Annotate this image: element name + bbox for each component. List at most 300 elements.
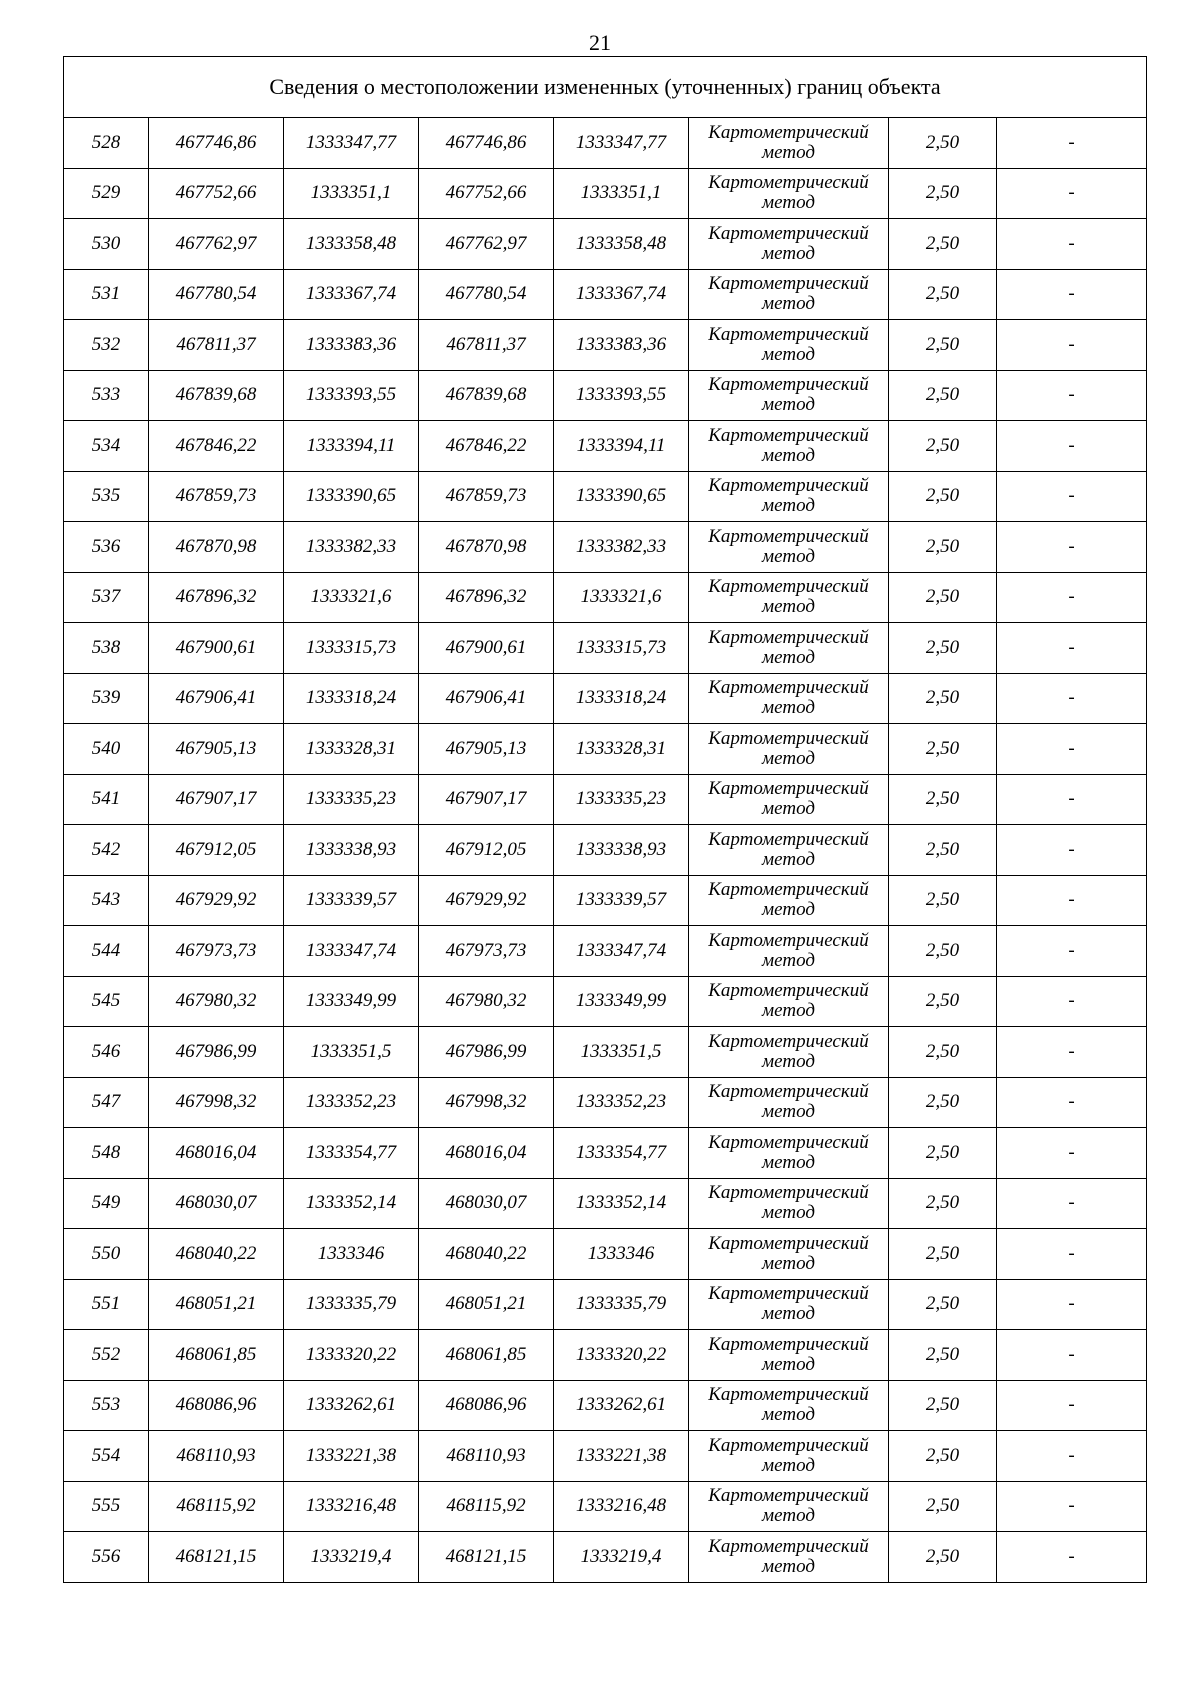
refined-x-cell: 468115,92 [419,1481,554,1532]
existing-y-cell: 1333219,4 [284,1532,419,1583]
refined-x-cell: 468086,96 [419,1380,554,1431]
method-line1: Картометрический [708,1434,869,1456]
method-line1: Картометрический [708,475,869,497]
table-row [64,370,1147,421]
method-line1: Картометрический [708,323,869,345]
refined-y-cell: 1333393,55 [554,370,689,421]
note-cell: - [997,1431,1147,1482]
precision-cell: 2,50 [889,219,997,270]
table-row [64,724,1147,775]
point-number-cell: 528 [64,118,149,169]
refined-x-cell: 467906,41 [419,673,554,724]
existing-y-cell: 1333318,24 [284,673,419,724]
existing-y-cell: 1333339,57 [284,875,419,926]
refined-x-cell: 468016,04 [419,1128,554,1179]
point-number-cell: 541 [64,774,149,825]
table-row [64,825,1147,876]
refined-y-cell: 1333351,5 [554,1027,689,1078]
method-line1: Картометрический [708,980,869,1002]
existing-y-cell: 1333390,65 [284,471,419,522]
method-cell [689,976,889,1027]
method-cell [689,1077,889,1128]
refined-x-cell: 467746,86 [419,118,554,169]
refined-y-cell: 1333335,79 [554,1279,689,1330]
method-cell [689,1330,889,1381]
note-cell: - [997,219,1147,270]
table-row [64,1128,1147,1179]
table-row [64,623,1147,674]
method-line2: метод [762,394,815,416]
method-line2: метод [762,242,815,264]
refined-x-cell: 467859,73 [419,471,554,522]
existing-x-cell: 467839,68 [149,370,284,421]
point-number-cell: 542 [64,825,149,876]
note-cell: - [997,1128,1147,1179]
table-row [64,976,1147,1027]
refined-x-cell: 467929,92 [419,875,554,926]
point-number-cell: 545 [64,976,149,1027]
existing-y-cell: 1333351,1 [284,168,419,219]
existing-x-cell: 467870,98 [149,522,284,573]
table-row [64,471,1147,522]
point-number-cell: 539 [64,673,149,724]
existing-x-cell: 467746,86 [149,118,284,169]
table-row [64,1380,1147,1431]
existing-x-cell: 468051,21 [149,1279,284,1330]
method-line1: Картометрический [708,525,869,547]
table-row [64,1229,1147,1280]
note-cell: - [997,1229,1147,1280]
method-line2: метод [762,1151,815,1173]
refined-x-cell: 467973,73 [419,926,554,977]
refined-x-cell: 467907,17 [419,774,554,825]
existing-y-cell: 1333262,61 [284,1380,419,1431]
existing-y-cell: 1333393,55 [284,370,419,421]
refined-y-cell: 1333347,74 [554,926,689,977]
point-number-cell: 553 [64,1380,149,1431]
existing-y-cell: 1333328,31 [284,724,419,775]
refined-x-cell: 467846,22 [419,421,554,472]
precision-cell: 2,50 [889,1027,997,1078]
precision-cell: 2,50 [889,471,997,522]
refined-y-cell: 1333338,93 [554,825,689,876]
point-number-cell: 532 [64,320,149,371]
method-line1: Картометрический [708,273,869,295]
method-line1: Картометрический [708,1384,869,1406]
method-cell [689,623,889,674]
method-line1: Картометрический [708,1283,869,1305]
refined-y-cell: 1333318,24 [554,673,689,724]
table-row [64,219,1147,270]
note-cell: - [997,1330,1147,1381]
precision-cell: 2,50 [889,118,997,169]
existing-y-cell: 1333347,77 [284,118,419,169]
method-line2: метод [762,495,815,517]
point-number-cell: 529 [64,168,149,219]
method-cell [689,875,889,926]
refined-x-cell: 467780,54 [419,269,554,320]
table-row [64,421,1147,472]
table-row [64,774,1147,825]
method-cell [689,219,889,270]
method-line1: Картометрический [708,222,869,244]
method-line2: метод [762,343,815,365]
precision-cell: 2,50 [889,168,997,219]
precision-cell: 2,50 [889,421,997,472]
method-line2: метод [762,141,815,163]
method-line1: Картометрический [708,1030,869,1052]
note-cell: - [997,1481,1147,1532]
existing-x-cell: 468110,93 [149,1431,284,1482]
point-number-cell: 533 [64,370,149,421]
precision-cell: 2,50 [889,1128,997,1179]
method-line1: Картометрический [708,374,869,396]
method-cell [689,1532,889,1583]
existing-x-cell: 467906,41 [149,673,284,724]
method-line2: метод [762,1353,815,1375]
method-line2: метод [762,192,815,214]
existing-x-cell: 468086,96 [149,1380,284,1431]
precision-cell: 2,50 [889,976,997,1027]
precision-cell: 2,50 [889,1279,997,1330]
note-cell: - [997,825,1147,876]
method-cell [689,1481,889,1532]
table-caption: Сведения о местоположении измененных (уточненных) границ объекта [64,57,1147,118]
table-row [64,118,1147,169]
note-cell: - [997,471,1147,522]
existing-x-cell: 467973,73 [149,926,284,977]
point-number-cell: 550 [64,1229,149,1280]
precision-cell: 2,50 [889,825,997,876]
existing-y-cell: 1333352,23 [284,1077,419,1128]
existing-x-cell: 467998,32 [149,1077,284,1128]
method-line2: метод [762,747,815,769]
refined-x-cell: 467896,32 [419,572,554,623]
method-line1: Картометрический [708,424,869,446]
point-number-cell: 540 [64,724,149,775]
existing-y-cell: 1333347,74 [284,926,419,977]
refined-x-cell: 467762,97 [419,219,554,270]
refined-y-cell: 1333367,74 [554,269,689,320]
refined-y-cell: 1333390,65 [554,471,689,522]
method-cell [689,673,889,724]
point-number-cell: 530 [64,219,149,270]
point-number-cell: 534 [64,421,149,472]
existing-y-cell: 1333335,23 [284,774,419,825]
method-cell [689,724,889,775]
precision-cell: 2,50 [889,370,997,421]
refined-y-cell: 1333358,48 [554,219,689,270]
existing-y-cell: 1333321,6 [284,572,419,623]
precision-cell: 2,50 [889,1077,997,1128]
table-row [64,1279,1147,1330]
method-cell [689,168,889,219]
point-number-cell: 546 [64,1027,149,1078]
existing-x-cell: 467752,66 [149,168,284,219]
refined-y-cell: 1333339,57 [554,875,689,926]
existing-x-cell: 467986,99 [149,1027,284,1078]
method-line1: Картометрический [708,1535,869,1557]
existing-x-cell: 467811,37 [149,320,284,371]
refined-x-cell: 467839,68 [419,370,554,421]
method-line1: Картометрический [708,1081,869,1103]
point-number-cell: 556 [64,1532,149,1583]
refined-x-cell: 468040,22 [419,1229,554,1280]
table-body [64,118,1147,1583]
existing-y-cell: 1333338,93 [284,825,419,876]
note-cell: - [997,269,1147,320]
point-number-cell: 554 [64,1431,149,1482]
precision-cell: 2,50 [889,1431,997,1482]
precision-cell: 2,50 [889,774,997,825]
method-line1: Картометрический [708,727,869,749]
refined-x-cell: 468110,93 [419,1431,554,1482]
note-cell: - [997,1178,1147,1229]
existing-y-cell: 1333367,74 [284,269,419,320]
refined-y-cell: 1333352,23 [554,1077,689,1128]
point-number-cell: 551 [64,1279,149,1330]
table-row [64,926,1147,977]
point-number-cell: 552 [64,1330,149,1381]
point-number-cell: 535 [64,471,149,522]
method-line1: Картометрический [708,626,869,648]
note-cell: - [997,1279,1147,1330]
refined-x-cell: 467900,61 [419,623,554,674]
note-cell: - [997,118,1147,169]
note-cell: - [997,572,1147,623]
method-cell [689,320,889,371]
method-cell [689,1279,889,1330]
method-line2: метод [762,1404,815,1426]
existing-y-cell: 1333349,99 [284,976,419,1027]
existing-x-cell: 468040,22 [149,1229,284,1280]
refined-x-cell: 468061,85 [419,1330,554,1381]
method-line1: Картометрический [708,1232,869,1254]
method-cell [689,1027,889,1078]
refined-y-cell: 1333315,73 [554,623,689,674]
note-cell: - [997,421,1147,472]
method-cell [689,825,889,876]
table-caption-row [64,57,1147,118]
point-number-cell: 536 [64,522,149,573]
method-cell [689,471,889,522]
method-line1: Картометрический [708,1182,869,1204]
refined-y-cell: 1333347,77 [554,118,689,169]
method-line1: Картометрический [708,121,869,143]
existing-y-cell: 1333354,77 [284,1128,419,1179]
existing-x-cell: 467846,22 [149,421,284,472]
precision-cell: 2,50 [889,623,997,674]
precision-cell: 2,50 [889,1330,997,1381]
point-number-cell: 543 [64,875,149,926]
note-cell: - [997,320,1147,371]
existing-y-cell: 1333394,11 [284,421,419,472]
table-row [64,572,1147,623]
method-line2: метод [762,848,815,870]
method-line2: метод [762,1000,815,1022]
refined-x-cell: 467980,32 [419,976,554,1027]
existing-x-cell: 467905,13 [149,724,284,775]
precision-cell: 2,50 [889,522,997,573]
method-cell [689,774,889,825]
method-line2: метод [762,444,815,466]
note-cell: - [997,1077,1147,1128]
precision-cell: 2,50 [889,1178,997,1229]
precision-cell: 2,50 [889,269,997,320]
method-line2: метод [762,596,815,618]
precision-cell: 2,50 [889,673,997,724]
refined-y-cell: 1333354,77 [554,1128,689,1179]
note-cell: - [997,673,1147,724]
table-row [64,1481,1147,1532]
existing-y-cell: 1333351,5 [284,1027,419,1078]
refined-y-cell: 1333321,6 [554,572,689,623]
existing-x-cell: 468016,04 [149,1128,284,1179]
table-row [64,1178,1147,1229]
precision-cell: 2,50 [889,875,997,926]
table-row [64,875,1147,926]
point-number-cell: 538 [64,623,149,674]
method-line1: Картометрический [708,576,869,598]
precision-cell: 2,50 [889,320,997,371]
method-line2: метод [762,1101,815,1123]
precision-cell: 2,50 [889,572,997,623]
method-cell [689,421,889,472]
existing-y-cell: 1333358,48 [284,219,419,270]
method-line1: Картометрический [708,1485,869,1507]
method-line2: метод [762,1454,815,1476]
point-number-cell: 537 [64,572,149,623]
method-cell [689,1380,889,1431]
refined-y-cell: 1333320,22 [554,1330,689,1381]
refined-y-cell: 1333335,23 [554,774,689,825]
refined-x-cell: 467870,98 [419,522,554,573]
table-row [64,1077,1147,1128]
refined-x-cell: 467998,32 [419,1077,554,1128]
refined-y-cell: 1333383,36 [554,320,689,371]
note-cell: - [997,1532,1147,1583]
refined-x-cell: 468030,07 [419,1178,554,1229]
method-cell [689,1229,889,1280]
existing-x-cell: 467780,54 [149,269,284,320]
existing-x-cell: 467859,73 [149,471,284,522]
note-cell: - [997,623,1147,674]
method-cell [689,926,889,977]
method-line2: метод [762,646,815,668]
method-cell [689,522,889,573]
method-cell [689,269,889,320]
point-number-cell: 531 [64,269,149,320]
method-line2: метод [762,1252,815,1274]
point-number-cell: 548 [64,1128,149,1179]
note-cell: - [997,926,1147,977]
method-line2: метод [762,1505,815,1527]
refined-x-cell: 467912,05 [419,825,554,876]
refined-y-cell: 1333219,4 [554,1532,689,1583]
existing-x-cell: 468115,92 [149,1481,284,1532]
existing-y-cell: 1333352,14 [284,1178,419,1229]
method-line2: метод [762,697,815,719]
refined-x-cell: 468051,21 [419,1279,554,1330]
method-line1: Картометрический [708,172,869,194]
refined-y-cell: 1333394,11 [554,421,689,472]
refined-y-cell: 1333382,33 [554,522,689,573]
method-cell [689,572,889,623]
method-line2: метод [762,545,815,567]
method-cell [689,118,889,169]
existing-x-cell: 468030,07 [149,1178,284,1229]
table-row [64,320,1147,371]
page-number: 21 [589,30,611,55]
table-row [64,1330,1147,1381]
method-line2: метод [762,1050,815,1072]
precision-cell: 2,50 [889,1532,997,1583]
existing-x-cell: 468061,85 [149,1330,284,1381]
note-cell: - [997,875,1147,926]
existing-x-cell: 467900,61 [149,623,284,674]
existing-y-cell: 1333383,36 [284,320,419,371]
point-number-cell: 544 [64,926,149,977]
refined-y-cell: 1333328,31 [554,724,689,775]
method-line2: метод [762,949,815,971]
refined-x-cell: 468121,15 [419,1532,554,1583]
note-cell: - [997,724,1147,775]
method-line2: метод [762,1303,815,1325]
refined-y-cell: 1333351,1 [554,168,689,219]
existing-x-cell: 467929,92 [149,875,284,926]
note-cell: - [997,370,1147,421]
method-cell [689,1178,889,1229]
existing-x-cell: 467762,97 [149,219,284,270]
point-number-cell: 547 [64,1077,149,1128]
note-cell: - [997,774,1147,825]
precision-cell: 2,50 [889,1481,997,1532]
precision-cell: 2,50 [889,1380,997,1431]
method-line1: Картометрический [708,828,869,850]
method-line1: Картометрический [708,778,869,800]
refined-y-cell: 1333221,38 [554,1431,689,1482]
existing-y-cell: 1333216,48 [284,1481,419,1532]
method-line2: метод [762,1202,815,1224]
table-row [64,1532,1147,1583]
method-line1: Картометрический [708,929,869,951]
note-cell: - [997,168,1147,219]
table-row [64,168,1147,219]
table-row [64,1431,1147,1482]
existing-x-cell: 467907,17 [149,774,284,825]
precision-cell: 2,50 [889,926,997,977]
method-line2: метод [762,1555,815,1577]
method-cell [689,1431,889,1482]
method-line1: Картометрический [708,879,869,901]
table-row [64,269,1147,320]
note-cell: - [997,976,1147,1027]
existing-x-cell: 467980,32 [149,976,284,1027]
existing-x-cell: 468121,15 [149,1532,284,1583]
method-line2: метод [762,293,815,315]
existing-x-cell: 467896,32 [149,572,284,623]
method-cell [689,1128,889,1179]
method-line2: метод [762,798,815,820]
existing-y-cell: 1333320,22 [284,1330,419,1381]
refined-y-cell: 1333352,14 [554,1178,689,1229]
method-line1: Картометрический [708,1333,869,1355]
refined-y-cell: 1333349,99 [554,976,689,1027]
method-cell [689,370,889,421]
refined-x-cell: 467811,37 [419,320,554,371]
refined-y-cell: 1333262,61 [554,1380,689,1431]
existing-y-cell: 1333335,79 [284,1279,419,1330]
